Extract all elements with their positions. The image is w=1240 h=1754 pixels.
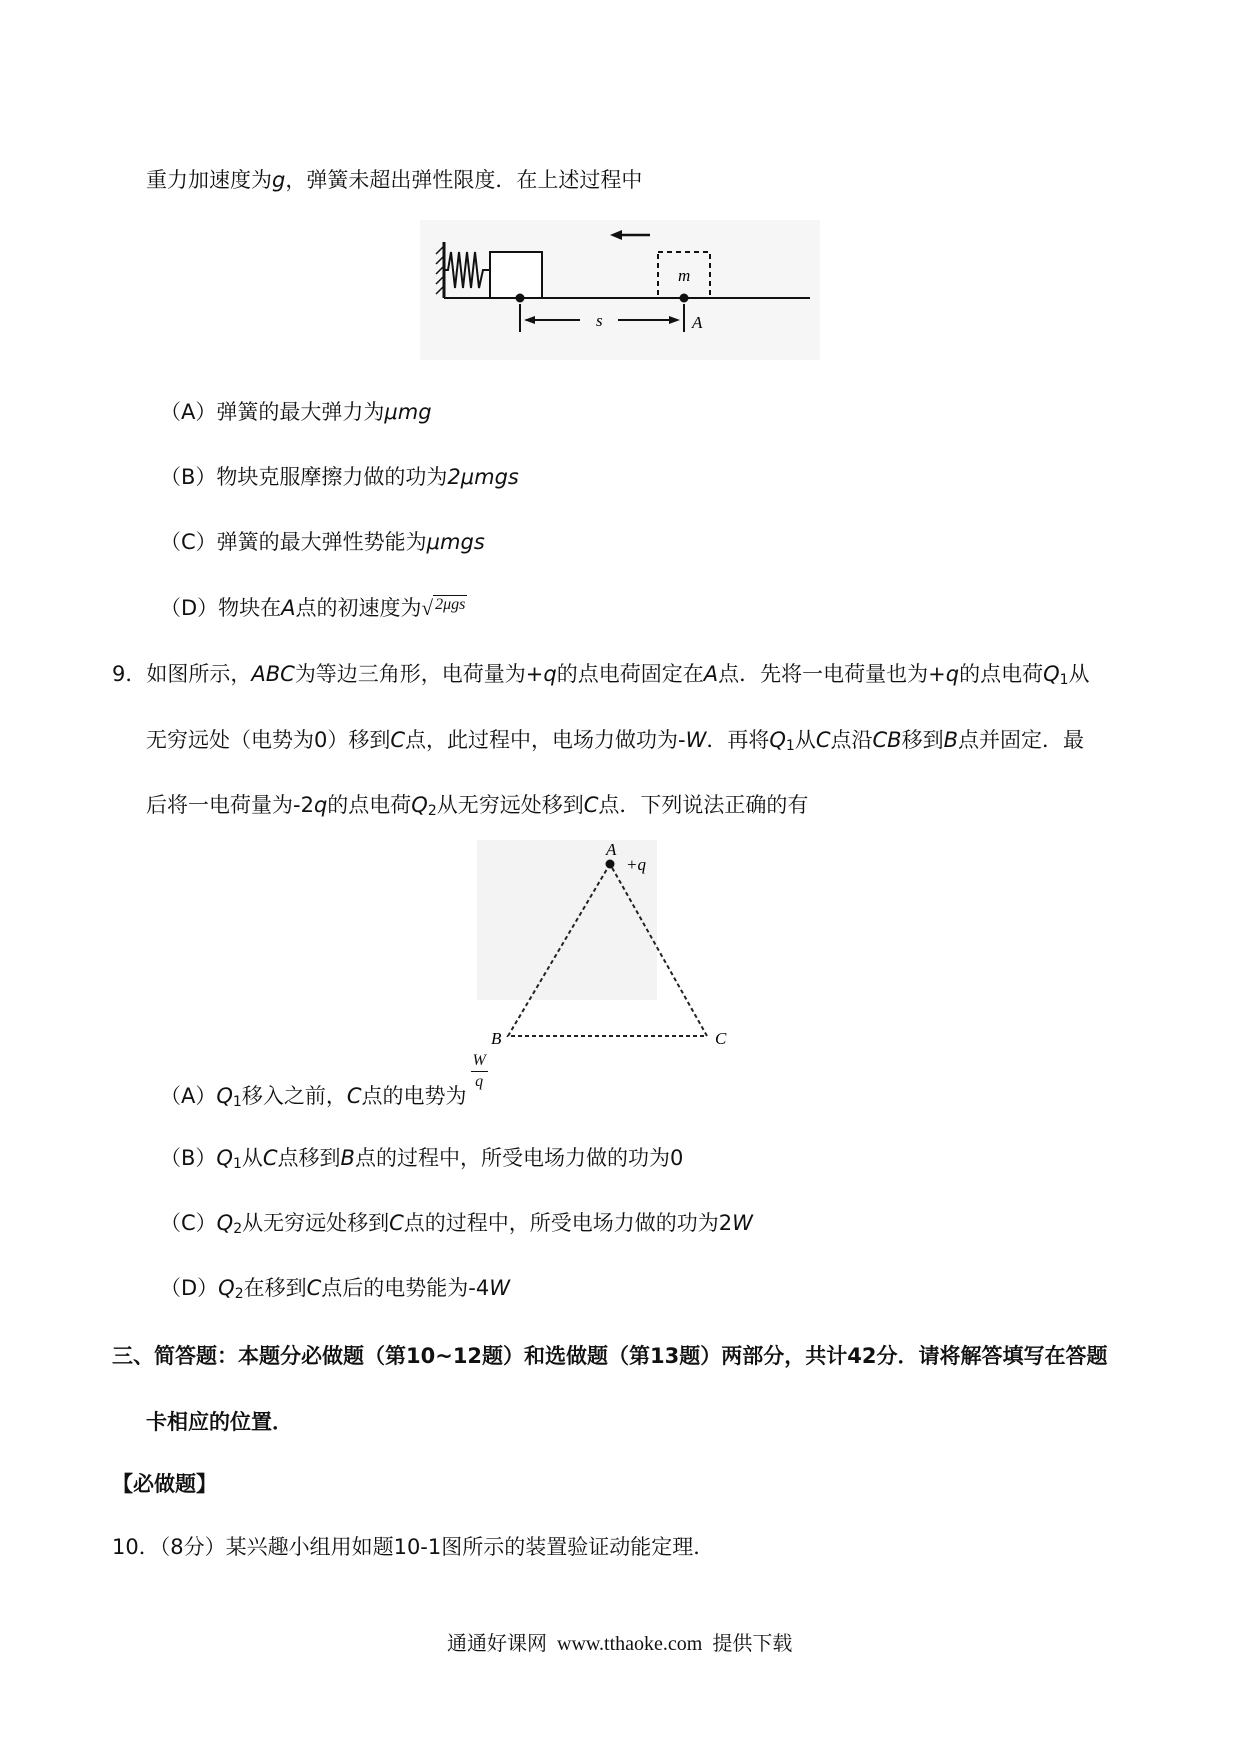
sub: 2: [427, 803, 437, 819]
sym: q: [313, 793, 328, 817]
sym: B: [340, 1146, 355, 1170]
spring-block-figure: [420, 220, 820, 360]
option-prefix: （C）: [160, 1211, 217, 1235]
fraction-w-over-q: [471, 1052, 488, 1090]
q8-option-d: [160, 596, 467, 621]
t: 从: [794, 728, 816, 752]
option-label: （A）弹簧的最大弹力为: [160, 400, 385, 424]
t: 点的过程中，所受电场力做的功为2: [403, 1211, 733, 1235]
t: 点．下列说法正确的有: [598, 793, 809, 817]
intro-text-2: ，弹簧未超出弹性限度．在上述过程中: [285, 168, 643, 192]
t: 点的过程中，所受电场力做的功为0: [354, 1146, 684, 1170]
t: 点并固定．最: [958, 728, 1085, 752]
t: 点，此过程中，电场力做功为-: [405, 728, 686, 752]
sym: ABC: [251, 662, 295, 686]
sym: C: [583, 793, 599, 817]
sym: Q: [411, 793, 428, 817]
option-label-2: 点的初速度为: [295, 596, 422, 620]
option-label: （B）物块克服摩擦力做的功为: [160, 465, 448, 489]
t: 后将一电荷量为-2: [146, 793, 314, 817]
page-footer: 通通好课网 www.tthaoke.com 提供下载: [447, 1633, 793, 1655]
q-num: 9．: [112, 662, 147, 686]
point-a-dot: [680, 294, 689, 303]
q8-option-a: [160, 400, 432, 425]
q9-option-b: [160, 1146, 683, 1173]
option-expr: 2μmgs: [447, 465, 519, 489]
t: 从无穷远处移到: [242, 1211, 390, 1235]
sub: 2: [234, 1286, 244, 1302]
charge-label: +q: [626, 855, 646, 874]
vertex-c: C: [715, 1029, 727, 1048]
vertex-a: A: [606, 840, 617, 859]
option-prefix: （D）: [160, 1276, 219, 1300]
t: 点．先将一电荷量也为+: [718, 662, 946, 686]
t: 在移到: [243, 1276, 307, 1300]
option-label: （D）物块在: [160, 596, 282, 620]
sym: Q: [216, 1211, 234, 1235]
sym: B: [943, 728, 959, 752]
q9-line-1: [112, 662, 1090, 689]
distance-label: s: [596, 311, 603, 330]
option-prefix: （A）: [160, 1084, 217, 1109]
sym: C: [306, 1276, 322, 1300]
t: 点沿: [830, 728, 873, 752]
denominator: q: [475, 1072, 484, 1090]
sym: C: [346, 1084, 362, 1109]
t: 移入之前，: [241, 1084, 347, 1109]
block-point: [516, 294, 525, 303]
sub: 2: [233, 1221, 243, 1237]
t: 无穷远处（电势为0）移到: [146, 728, 391, 752]
sym: C: [262, 1146, 278, 1170]
sub: 1: [1059, 672, 1069, 688]
sym: q: [945, 662, 960, 686]
option-expr: μmg: [384, 400, 432, 424]
t: ．再将: [706, 728, 770, 752]
sub: 1: [785, 738, 795, 754]
sym: Q: [216, 1084, 233, 1109]
t: 的点电荷: [327, 793, 412, 817]
triangle-diagram: [475, 840, 745, 1060]
q8-option-c: [160, 530, 485, 555]
symbol-g: g: [272, 168, 286, 192]
q9-option-d: [160, 1276, 510, 1303]
radicand: 2μgs: [435, 596, 466, 613]
q9-line-2: [146, 728, 1084, 755]
numerator: W: [471, 1052, 488, 1072]
t: 点后的电势能为-4: [321, 1276, 490, 1300]
charge-a-dot: [606, 860, 615, 869]
t: 从无穷远处移到: [436, 793, 584, 817]
sym: Q: [216, 1146, 233, 1170]
sym: C: [390, 728, 406, 752]
sym: Q: [769, 728, 786, 752]
spring-block-diagram: [420, 220, 820, 360]
sym: Q: [1043, 662, 1060, 686]
t: 移到: [901, 728, 944, 752]
required-header: 【必做题】: [112, 1472, 217, 1496]
sqrt-expr: √ $^{2\mu gs}$: [421, 596, 466, 620]
t: 的点电荷: [959, 662, 1044, 686]
intro-text: 重力加速度为: [146, 168, 272, 192]
sub: 1: [232, 1156, 242, 1172]
q8-option-b: [160, 465, 519, 490]
block: [490, 252, 542, 298]
sym: Q: [218, 1276, 235, 1300]
t: 点移到: [277, 1146, 341, 1170]
t: 为等边三角形，电荷量为+: [294, 662, 544, 686]
q9-line-3: [146, 793, 808, 820]
option-prefix: （B）: [160, 1146, 217, 1170]
vertex-b: B: [491, 1029, 502, 1048]
option-label: （C）弹簧的最大弹性势能为: [160, 530, 427, 554]
q9-option-c: [160, 1211, 753, 1238]
mass-label: m: [678, 266, 691, 285]
option-expr: μmgs: [426, 530, 485, 554]
t: 如图所示，: [146, 662, 252, 686]
sym: W: [732, 1211, 753, 1235]
triangle-figure: [475, 840, 745, 1060]
sym: W: [489, 1276, 511, 1300]
t: 从: [1068, 662, 1090, 686]
t: 点的电势为: [361, 1084, 467, 1109]
sym: C: [389, 1211, 404, 1235]
q10-line: 10．（8分）某兴趣小组用如题10-1图所示的装置验证动能定理．: [112, 1535, 715, 1559]
section-3-line-2: 卡相应的位置．: [146, 1410, 293, 1434]
t: 从: [241, 1146, 263, 1170]
intro-line: [146, 168, 642, 193]
sub: 1: [232, 1094, 242, 1111]
sym: A: [703, 662, 719, 686]
point-a-label: A: [692, 313, 703, 332]
sym: C: [815, 728, 831, 752]
sym: q: [543, 662, 557, 686]
sym: W: [685, 728, 707, 752]
section-3-line-1: 三、简答题：本题分必做题（第10~12题）和选做题（第13题）两部分，共计42分．请将解答填写在答题: [112, 1344, 1108, 1368]
symbol-a: A: [281, 596, 296, 620]
t: 的点电荷固定在: [556, 662, 704, 686]
sym: CB: [872, 728, 902, 752]
q9-option-a: [160, 1052, 488, 1116]
